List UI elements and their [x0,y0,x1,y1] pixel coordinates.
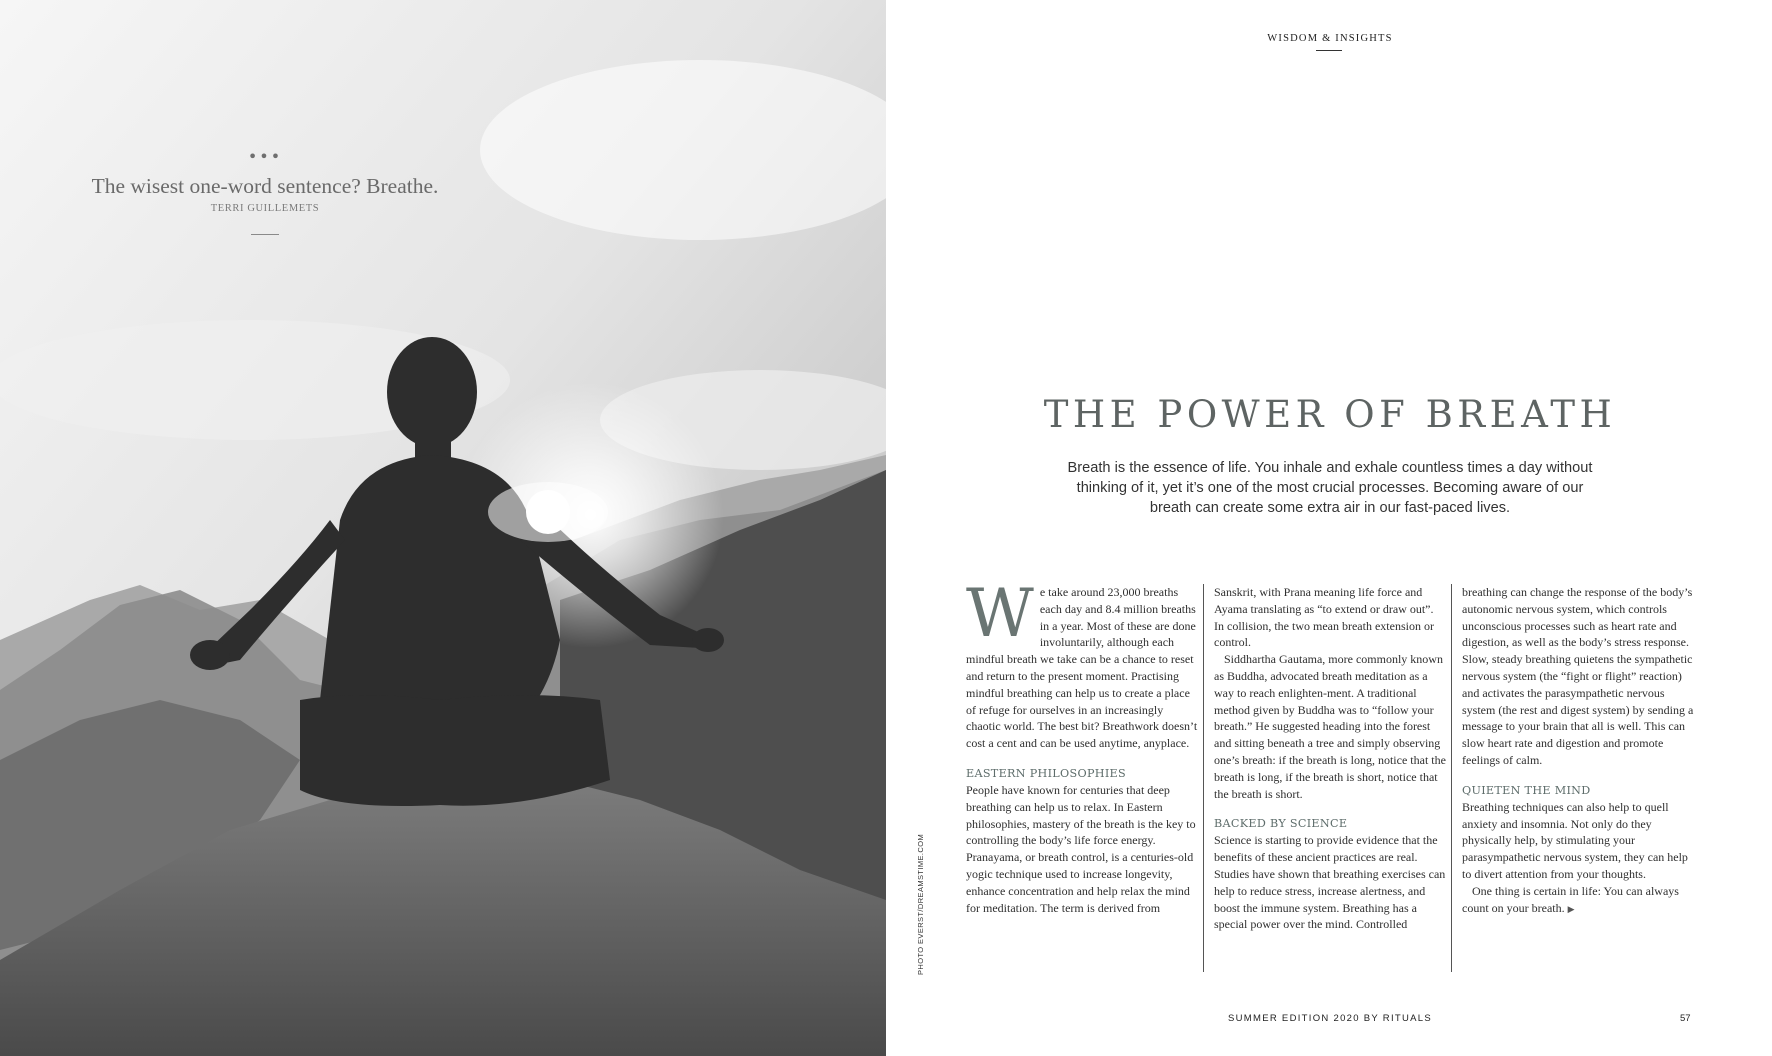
paragraph: e take around 23,000 breaths each day and 8.4 million breaths in a year. Most of these are done involuntarily, although each mindful breath we take can be a chance to reset and return to the present moment. Practising mindful breathing can help us to create a place of refuge for ourselves in an increasingly chaotic world. The best bit? Breathwork doesn’t cost a cent and can be used anytime, anyplace. [966,585,1198,751]
page-number: 57 [1680,1013,1691,1024]
paragraph-final [1462,883,1694,918]
end-mark-icon: ▶ [1567,903,1575,914]
quote-divider [251,234,279,235]
article-column-1 [966,575,1198,916]
paragraph: Siddhartha Gautama, more commonly known as Buddha, advocated breath meditation as a way to reach enlighten-ment. A traditional method given by Buddha was to “follow your breath.” He suggested heading into the forest and sitting beneath a tree and simply observing one’s breath: if the breath is long, notice that the breath is long, if the breath is short, notice that the breath is short. [1214,652,1446,801]
article-column-3 [1462,584,1694,917]
quote-text: The wisest one-word sentence? Breathe. [91,174,439,198]
article-intro: Breath is the essence of life. You inhale and exhale countless times a day without thinking of it, yet it’s one of the most crucial processes. Becoming aware of our breath can create some extra air in our fast-paced lives. [1067,460,1593,516]
quote-author: TERRI GUILLEMETS [210,203,320,214]
paragraph: People have known for centuries that deep breathing can help us to relax. In Eastern philosophies, mastery of the breath is the key to controlling the body’s life force energy. Pranayama, or breath control, is a centuries-old yogic technique used to increase longevity, enhance concentration and help relax the mind for meditation. The term is derived from [966,782,1196,915]
section-label: WISDOM & INSIGHTS [1267,33,1393,44]
subheading: EASTERN PHILOSOPHIES [966,766,1126,780]
section-label-underline [1316,50,1342,51]
paragraph: breathing can change the response of the body’s autonomic nervous system, which controls unconscious processes such as heart rate and digestion, as well as the body’s stress response. Slow, steady breathing quietens the sympathetic nervous system (the “fight or flight” reaction) and activates the parasympathetic nervous system (the rest and digest system) by sending a message to your brain that all is well. This can slow heart rate and digestion and promote feelings of calm. [1462,585,1694,767]
photo-credit: PHOTO EVERST/DREAMSTIME.COM [916,833,925,975]
paragraph-text: One thing is certain in life: You can always count on your breath. [1462,883,1679,915]
subheading: QUIETEN THE MIND [1462,783,1591,797]
drop-cap: W [966,575,1034,652]
ornament-dots: ••• [247,147,283,166]
article-headline: THE POWER OF BREATH [1043,393,1617,436]
column-divider [1451,584,1452,972]
pull-quote [40,147,490,235]
paragraph: Sanskrit, with Prana meaning life force and Ayama translating as “to extend or draw out”. In collision, the two mean breath extension or control. [1214,585,1434,650]
column-divider [1203,584,1204,972]
article-column-2 [1214,584,1446,933]
paragraph: Science is starting to provide evidence that the benefits of these ancient practices are real. Studies have shown that breathing exercises can help to reduce stress, increase alertness, and boost the immune system. Breathing has a special power over the mind. Controlled [1214,833,1446,932]
paragraph: Breathing techniques can also help to quell anxiety and insomnia. Not only do they physically help, by stimulating your parasympathetic nervous system, they can help to divert attention from your thoughts. [1462,799,1688,881]
footer-title: SUMMER EDITION 2020 BY RITUALS [1227,1013,1433,1024]
sun-haze [488,482,608,542]
subheading: BACKED BY SCIENCE [1214,817,1348,831]
